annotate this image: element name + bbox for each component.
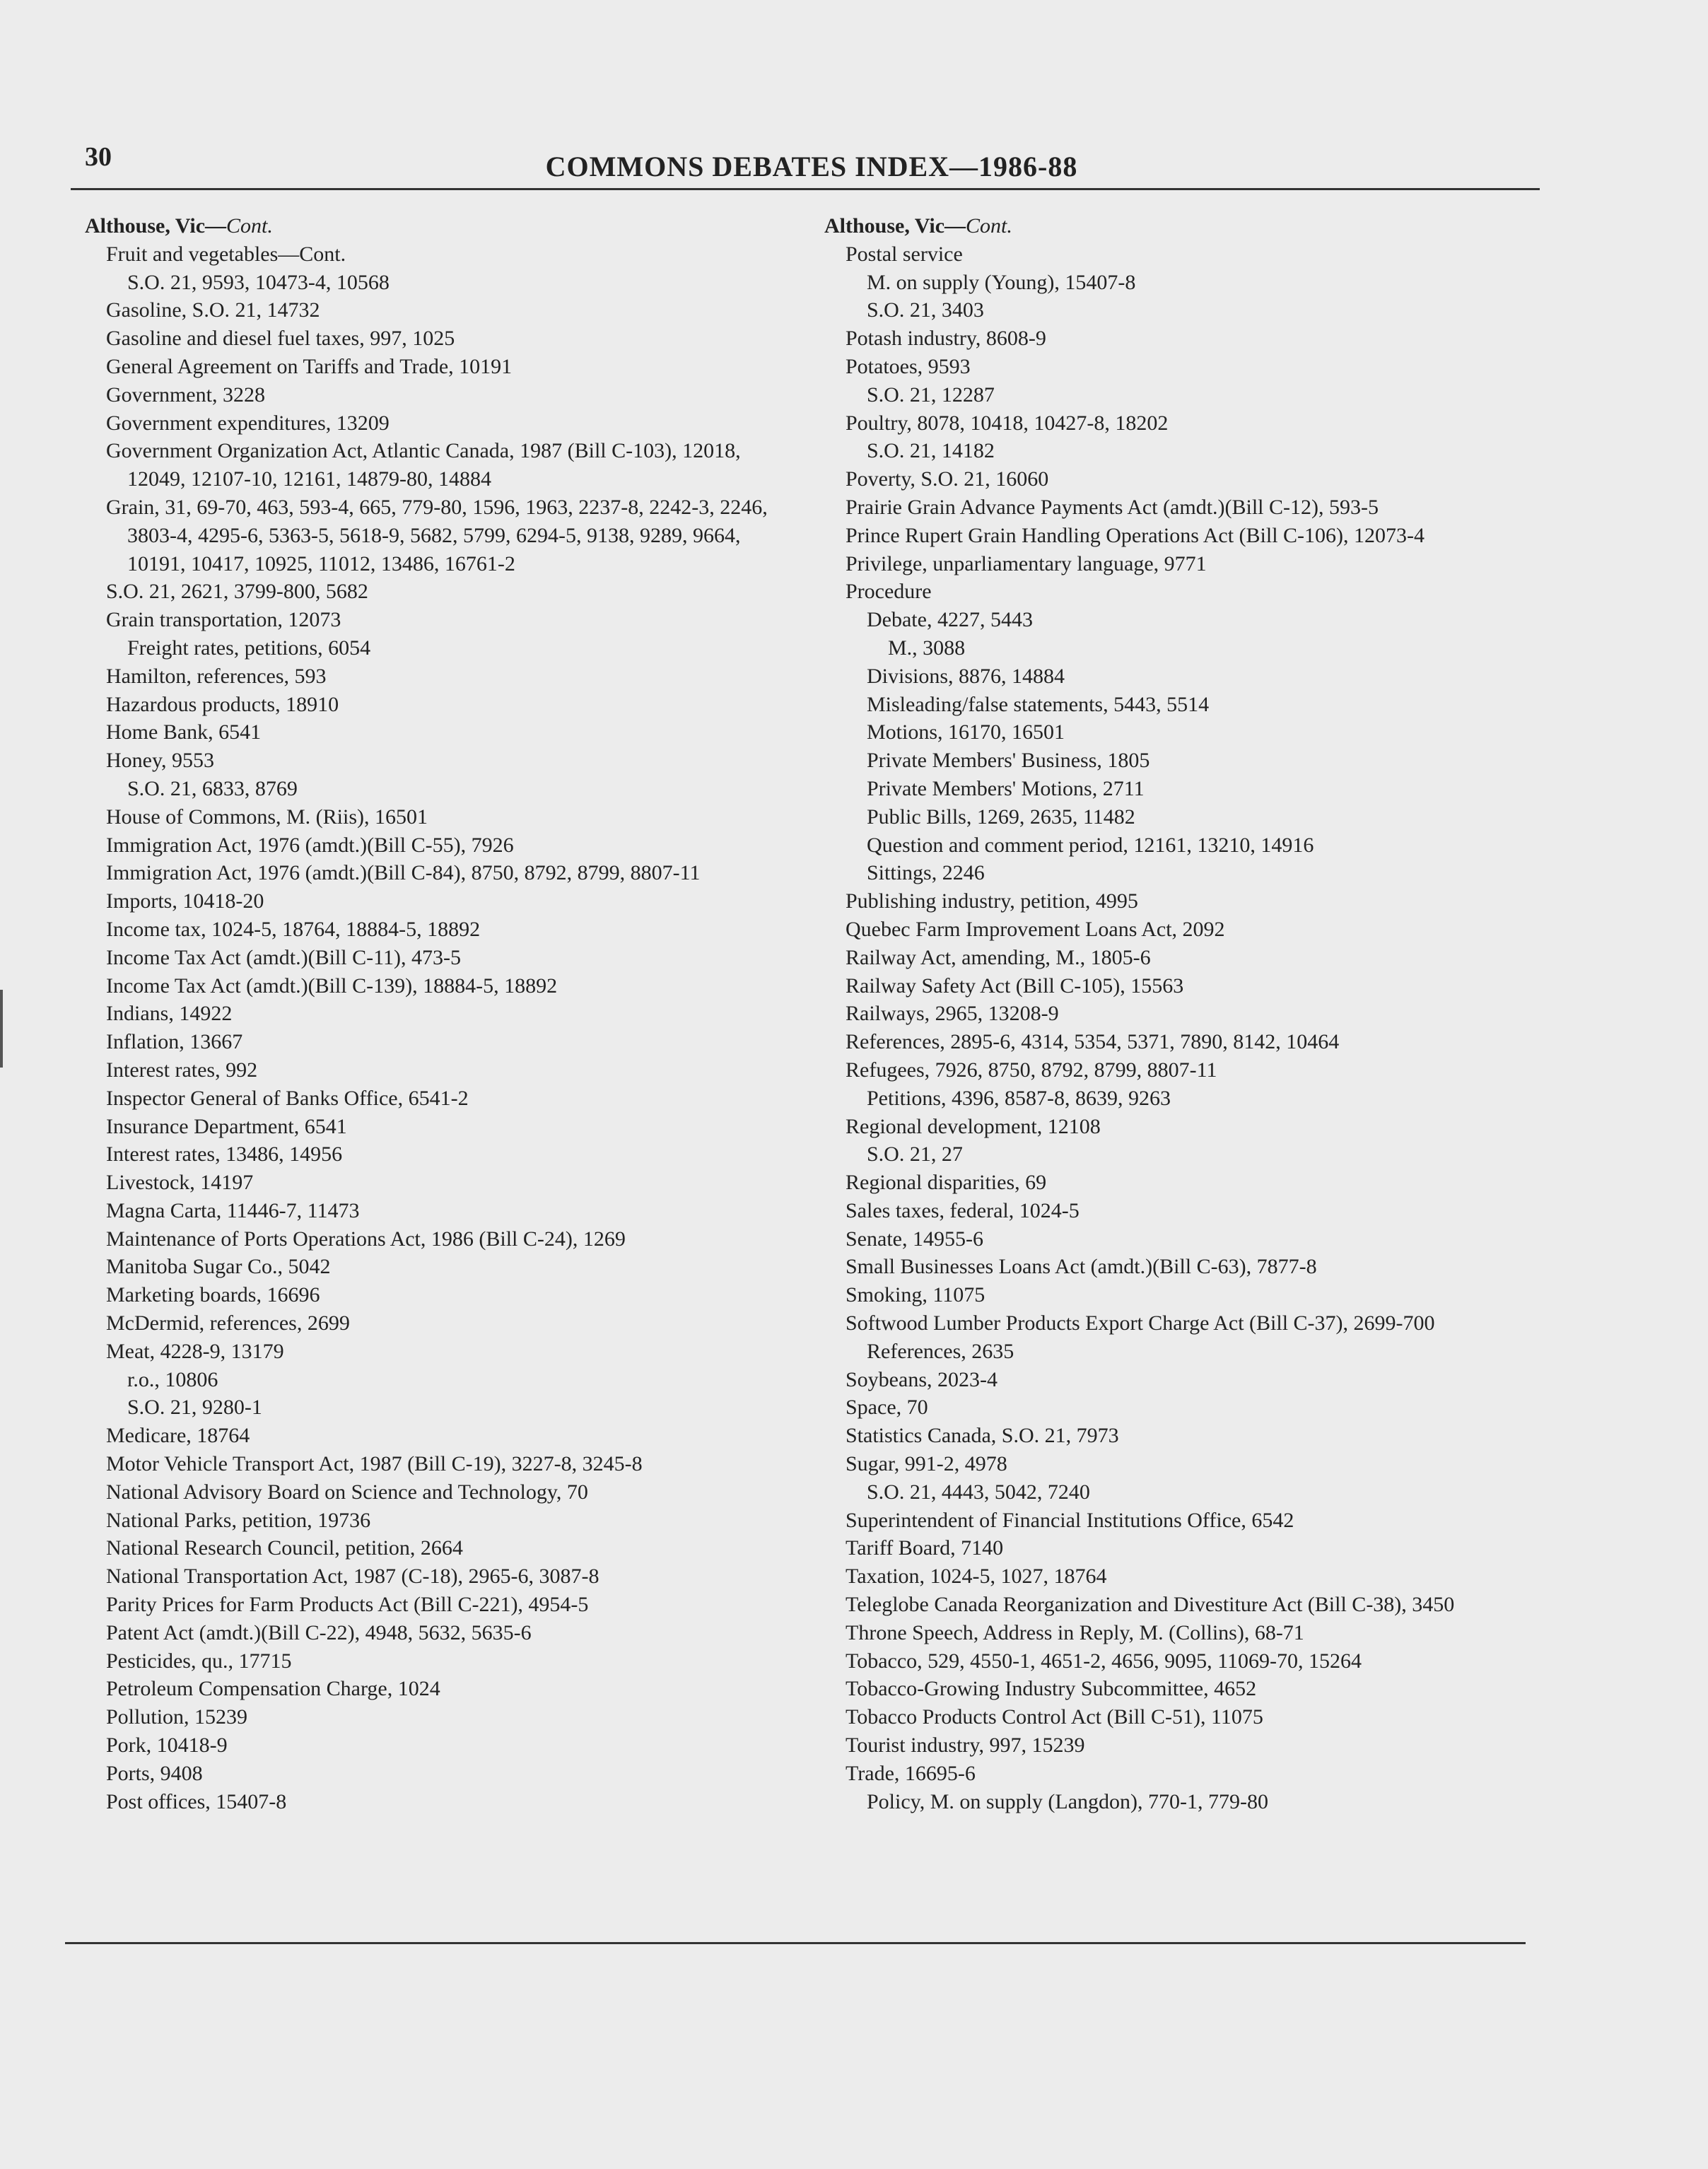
index-entry: Immigration Act, 1976 (amdt.)(Bill C-55), 7926 bbox=[106, 833, 514, 857]
index-entry: Magna Carta, 11446-7, 11473 bbox=[106, 1198, 360, 1222]
index-entry: Gasoline and diesel fuel taxes, 997, 1025 bbox=[106, 327, 455, 351]
footer-rule bbox=[65, 1942, 1526, 1944]
index-entry: Sittings, 2246 bbox=[867, 861, 985, 885]
index-entry: Manitoba Sugar Co., 5042 bbox=[106, 1255, 331, 1279]
index-entry: Teleglobe Canada Reorganization and Divestiture Act (Bill C-38), 3450 bbox=[846, 1593, 1455, 1617]
index-entry: Tobacco-Growing Industry Subcommittee, 4652 bbox=[846, 1677, 1257, 1701]
index-entry: Motor Vehicle Transport Act, 1987 (Bill C-19), 3227-8, 3245-8 bbox=[106, 1452, 643, 1476]
index-entry: Quebec Farm Improvement Loans Act, 2092 bbox=[846, 917, 1225, 941]
index-entry: Imports, 10418-20 bbox=[106, 889, 264, 913]
index-entry: Post offices, 15407-8 bbox=[106, 1789, 287, 1813]
index-entry: References, 2895-6, 4314, 5354, 5371, 7890, 8142, 10464 bbox=[846, 1030, 1340, 1054]
index-entry: National Transportation Act, 1987 (C-18), 2965-6, 3087-8 bbox=[106, 1565, 599, 1589]
index-entry: Poultry, 8078, 10418, 10427-8, 18202 bbox=[846, 411, 1169, 435]
index-entry: Insurance Department, 6541 bbox=[106, 1114, 347, 1138]
index-entry: Privilege, unparliamentary language, 9771 bbox=[846, 551, 1207, 575]
index-entry: Grain, 31, 69-70, 463, 593-4, 665, 779-80, 1596, 1963, 2237-8, 2242-3, 2246, 3803-4, 4295-6, 5363-5, 5618-9, 5682, 5799, 6294-5, 9138, 9289, 9664, 10191, 10417, 10925, 11012, 13486, 16761-2 bbox=[106, 495, 768, 575]
index-entry: Government, 3228 bbox=[106, 382, 265, 407]
index-entry: Regional development, 12108 bbox=[846, 1114, 1101, 1138]
index-entry: Inflation, 13667 bbox=[106, 1030, 243, 1054]
index-entry: Patent Act (amdt.)(Bill C-22), 4948, 5632, 5635-6 bbox=[106, 1620, 532, 1644]
page-header bbox=[85, 141, 1538, 185]
index-entry: Petroleum Compensation Charge, 1024 bbox=[106, 1677, 440, 1701]
index-entry: Pesticides, qu., 17715 bbox=[106, 1649, 292, 1673]
index-entry: Immigration Act, 1976 (amdt.)(Bill C-84), 8750, 8792, 8799, 8807-11 bbox=[106, 861, 701, 885]
index-entry: Sugar, 991-2, 4978 bbox=[846, 1452, 1007, 1476]
index-entry: Refugees, 7926, 8750, 8792, 8799, 8807-11 bbox=[846, 1058, 1217, 1082]
index-entry: Petitions, 4396, 8587-8, 8639, 9263 bbox=[867, 1086, 1171, 1110]
index-entry: Income Tax Act (amdt.)(Bill C-11), 473-5 bbox=[106, 945, 461, 969]
index-entry: Pork, 10418-9 bbox=[106, 1734, 228, 1758]
index-entry: Public Bills, 1269, 2635, 11482 bbox=[867, 805, 1135, 829]
index-entry: Softwood Lumber Products Export Charge Act (Bill C-37), 2699-700 bbox=[846, 1311, 1435, 1335]
index-entry: Government Organization Act, Atlantic Canada, 1987 (Bill C-103), 12018, 12049, 12107-10, 12161, 14879-80, 14884 bbox=[106, 439, 741, 491]
index-entry: Postal service bbox=[846, 242, 963, 266]
index-entry: M., 3088 bbox=[888, 636, 966, 660]
continued-heading: Althouse, Vic—Cont. bbox=[824, 214, 1012, 238]
index-entry: S.O. 21, 27 bbox=[867, 1142, 963, 1167]
index-entry: National Parks, petition, 19736 bbox=[106, 1508, 371, 1532]
index-entry: Interest rates, 992 bbox=[106, 1058, 258, 1082]
index-entry: Railways, 2965, 13208-9 bbox=[846, 1002, 1059, 1026]
index-entry: Superintendent of Financial Institutions Office, 6542 bbox=[846, 1508, 1294, 1532]
index-entry: Soybeans, 2023-4 bbox=[846, 1367, 998, 1391]
index-entry: Sales taxes, federal, 1024-5 bbox=[846, 1198, 1080, 1222]
index-entry: Prince Rupert Grain Handling Operations Act (Bill C-106), 12073-4 bbox=[846, 523, 1425, 547]
index-entry: Livestock, 14197 bbox=[106, 1171, 254, 1195]
index-entry: S.O. 21, 14182 bbox=[867, 439, 995, 463]
index-entry: M. on supply (Young), 15407-8 bbox=[867, 270, 1136, 294]
index-entry: Gasoline, S.O. 21, 14732 bbox=[106, 298, 320, 322]
index-entry: Pollution, 15239 bbox=[106, 1705, 248, 1729]
index-entry: Medicare, 18764 bbox=[106, 1424, 250, 1448]
index-entry: Parity Prices for Farm Products Act (Bill C-221), 4954-5 bbox=[106, 1593, 589, 1617]
index-entry: S.O. 21, 2621, 3799-800, 5682 bbox=[106, 580, 368, 604]
index-entry: Fruit and vegetables—Cont. bbox=[106, 242, 346, 266]
index-entry: Misleading/false statements, 5443, 5514 bbox=[867, 692, 1210, 716]
index-entry: Taxation, 1024-5, 1027, 18764 bbox=[846, 1565, 1107, 1589]
index-entry: Tourist industry, 997, 15239 bbox=[846, 1734, 1085, 1758]
continued-heading: Althouse, Vic—Cont. bbox=[85, 214, 273, 238]
index-entry: Trade, 16695-6 bbox=[846, 1761, 976, 1785]
index-entry: Grain transportation, 12073 bbox=[106, 608, 341, 632]
index-entry: Home Bank, 6541 bbox=[106, 720, 262, 744]
index-entry: Private Members' Business, 1805 bbox=[867, 749, 1150, 773]
index-entry: National Research Council, petition, 2664 bbox=[106, 1536, 463, 1560]
index-entry: S.O. 21, 12287 bbox=[867, 382, 995, 407]
index-entry: Throne Speech, Address in Reply, M. (Collins), 68-71 bbox=[846, 1620, 1304, 1644]
running-title: COMMONS DEBATES INDEX—1986-88 bbox=[545, 151, 1078, 182]
index-entry: Small Businesses Loans Act (amdt.)(Bill C-63), 7877-8 bbox=[846, 1255, 1317, 1279]
index-entry: Debate, 4227, 5443 bbox=[867, 608, 1033, 632]
index-entries-right bbox=[824, 240, 1538, 1816]
index-entry: Interest rates, 13486, 14956 bbox=[106, 1142, 343, 1167]
index-entry: Railway Act, amending, M., 1805-6 bbox=[846, 945, 1151, 969]
index-entries-left bbox=[85, 240, 792, 1816]
index-entry: Publishing industry, petition, 4995 bbox=[846, 889, 1138, 913]
index-column-right bbox=[824, 212, 1538, 1816]
index-entry: S.O. 21, 3403 bbox=[867, 298, 984, 322]
index-entry: Meat, 4228-9, 13179 bbox=[106, 1339, 284, 1363]
index-entry: Statistics Canada, S.O. 21, 7973 bbox=[846, 1424, 1119, 1448]
index-entry: Private Members' Motions, 2711 bbox=[867, 776, 1145, 800]
index-entry: Hamilton, references, 593 bbox=[106, 664, 327, 688]
index-entry: McDermid, references, 2699 bbox=[106, 1311, 350, 1335]
index-entry: Regional disparities, 69 bbox=[846, 1171, 1047, 1195]
index-entry: Procedure bbox=[846, 580, 932, 604]
index-entry: Tobacco Products Control Act (Bill C-51), 11075 bbox=[846, 1705, 1263, 1729]
index-entry: Potash industry, 8608-9 bbox=[846, 327, 1046, 351]
index-entry: Question and comment period, 12161, 13210, 14916 bbox=[867, 833, 1314, 857]
header-rule bbox=[71, 188, 1540, 190]
index-entry: S.O. 21, 9280-1 bbox=[127, 1396, 262, 1420]
index-entry: Tariff Board, 7140 bbox=[846, 1536, 1004, 1560]
index-entry: Marketing boards, 16696 bbox=[106, 1283, 320, 1307]
index-entry: Honey, 9553 bbox=[106, 749, 215, 773]
index-entry: S.O. 21, 9593, 10473-4, 10568 bbox=[127, 270, 390, 294]
index-entry: Freight rates, petitions, 6054 bbox=[127, 636, 371, 660]
index-entry: Poverty, S.O. 21, 16060 bbox=[846, 467, 1049, 491]
index-entry: Hazardous products, 18910 bbox=[106, 692, 339, 716]
index-entry: Prairie Grain Advance Payments Act (amdt.)(Bill C-12), 593-5 bbox=[846, 495, 1379, 519]
page-number: 30 bbox=[85, 142, 112, 172]
index-entry: Senate, 14955-6 bbox=[846, 1227, 983, 1251]
index-entry: Potatoes, 9593 bbox=[846, 354, 971, 378]
index-entry: Policy, M. on supply (Langdon), 770-1, 779-80 bbox=[867, 1789, 1269, 1813]
index-entry: S.O. 21, 4443, 5042, 7240 bbox=[867, 1480, 1090, 1504]
index-entry: Maintenance of Ports Operations Act, 1986 (Bill C-24), 1269 bbox=[106, 1227, 626, 1251]
index-entry: Tobacco, 529, 4550-1, 4651-2, 4656, 9095, 11069-70, 15264 bbox=[846, 1649, 1362, 1673]
index-entry: Inspector General of Banks Office, 6541-2 bbox=[106, 1086, 469, 1110]
index-entry: Railway Safety Act (Bill C-105), 15563 bbox=[846, 974, 1184, 998]
index-entry: Income tax, 1024-5, 18764, 18884-5, 18892 bbox=[106, 917, 481, 941]
index-entry: References, 2635 bbox=[867, 1339, 1014, 1363]
index-entry: Ports, 9408 bbox=[106, 1761, 203, 1785]
index-entry: Indians, 14922 bbox=[106, 1002, 233, 1026]
index-entry: Motions, 16170, 16501 bbox=[867, 720, 1065, 744]
index-entry: Space, 70 bbox=[846, 1396, 928, 1420]
index-entry: National Advisory Board on Science and Technology, 70 bbox=[106, 1480, 588, 1504]
index-column-left bbox=[85, 212, 792, 1816]
index-entry: Government expenditures, 13209 bbox=[106, 411, 390, 435]
index-entry: r.o., 10806 bbox=[127, 1367, 218, 1391]
index-entry: General Agreement on Tariffs and Trade, 10191 bbox=[106, 354, 513, 378]
index-entry: Income Tax Act (amdt.)(Bill C-139), 18884-5, 18892 bbox=[106, 974, 558, 998]
index-entry: Divisions, 8876, 14884 bbox=[867, 664, 1065, 688]
scan-edge-mark bbox=[0, 990, 3, 1068]
index-entry: House of Commons, M. (Riis), 16501 bbox=[106, 805, 428, 829]
index-entry: S.O. 21, 6833, 8769 bbox=[127, 776, 298, 800]
index-entry: Smoking, 11075 bbox=[846, 1283, 985, 1307]
